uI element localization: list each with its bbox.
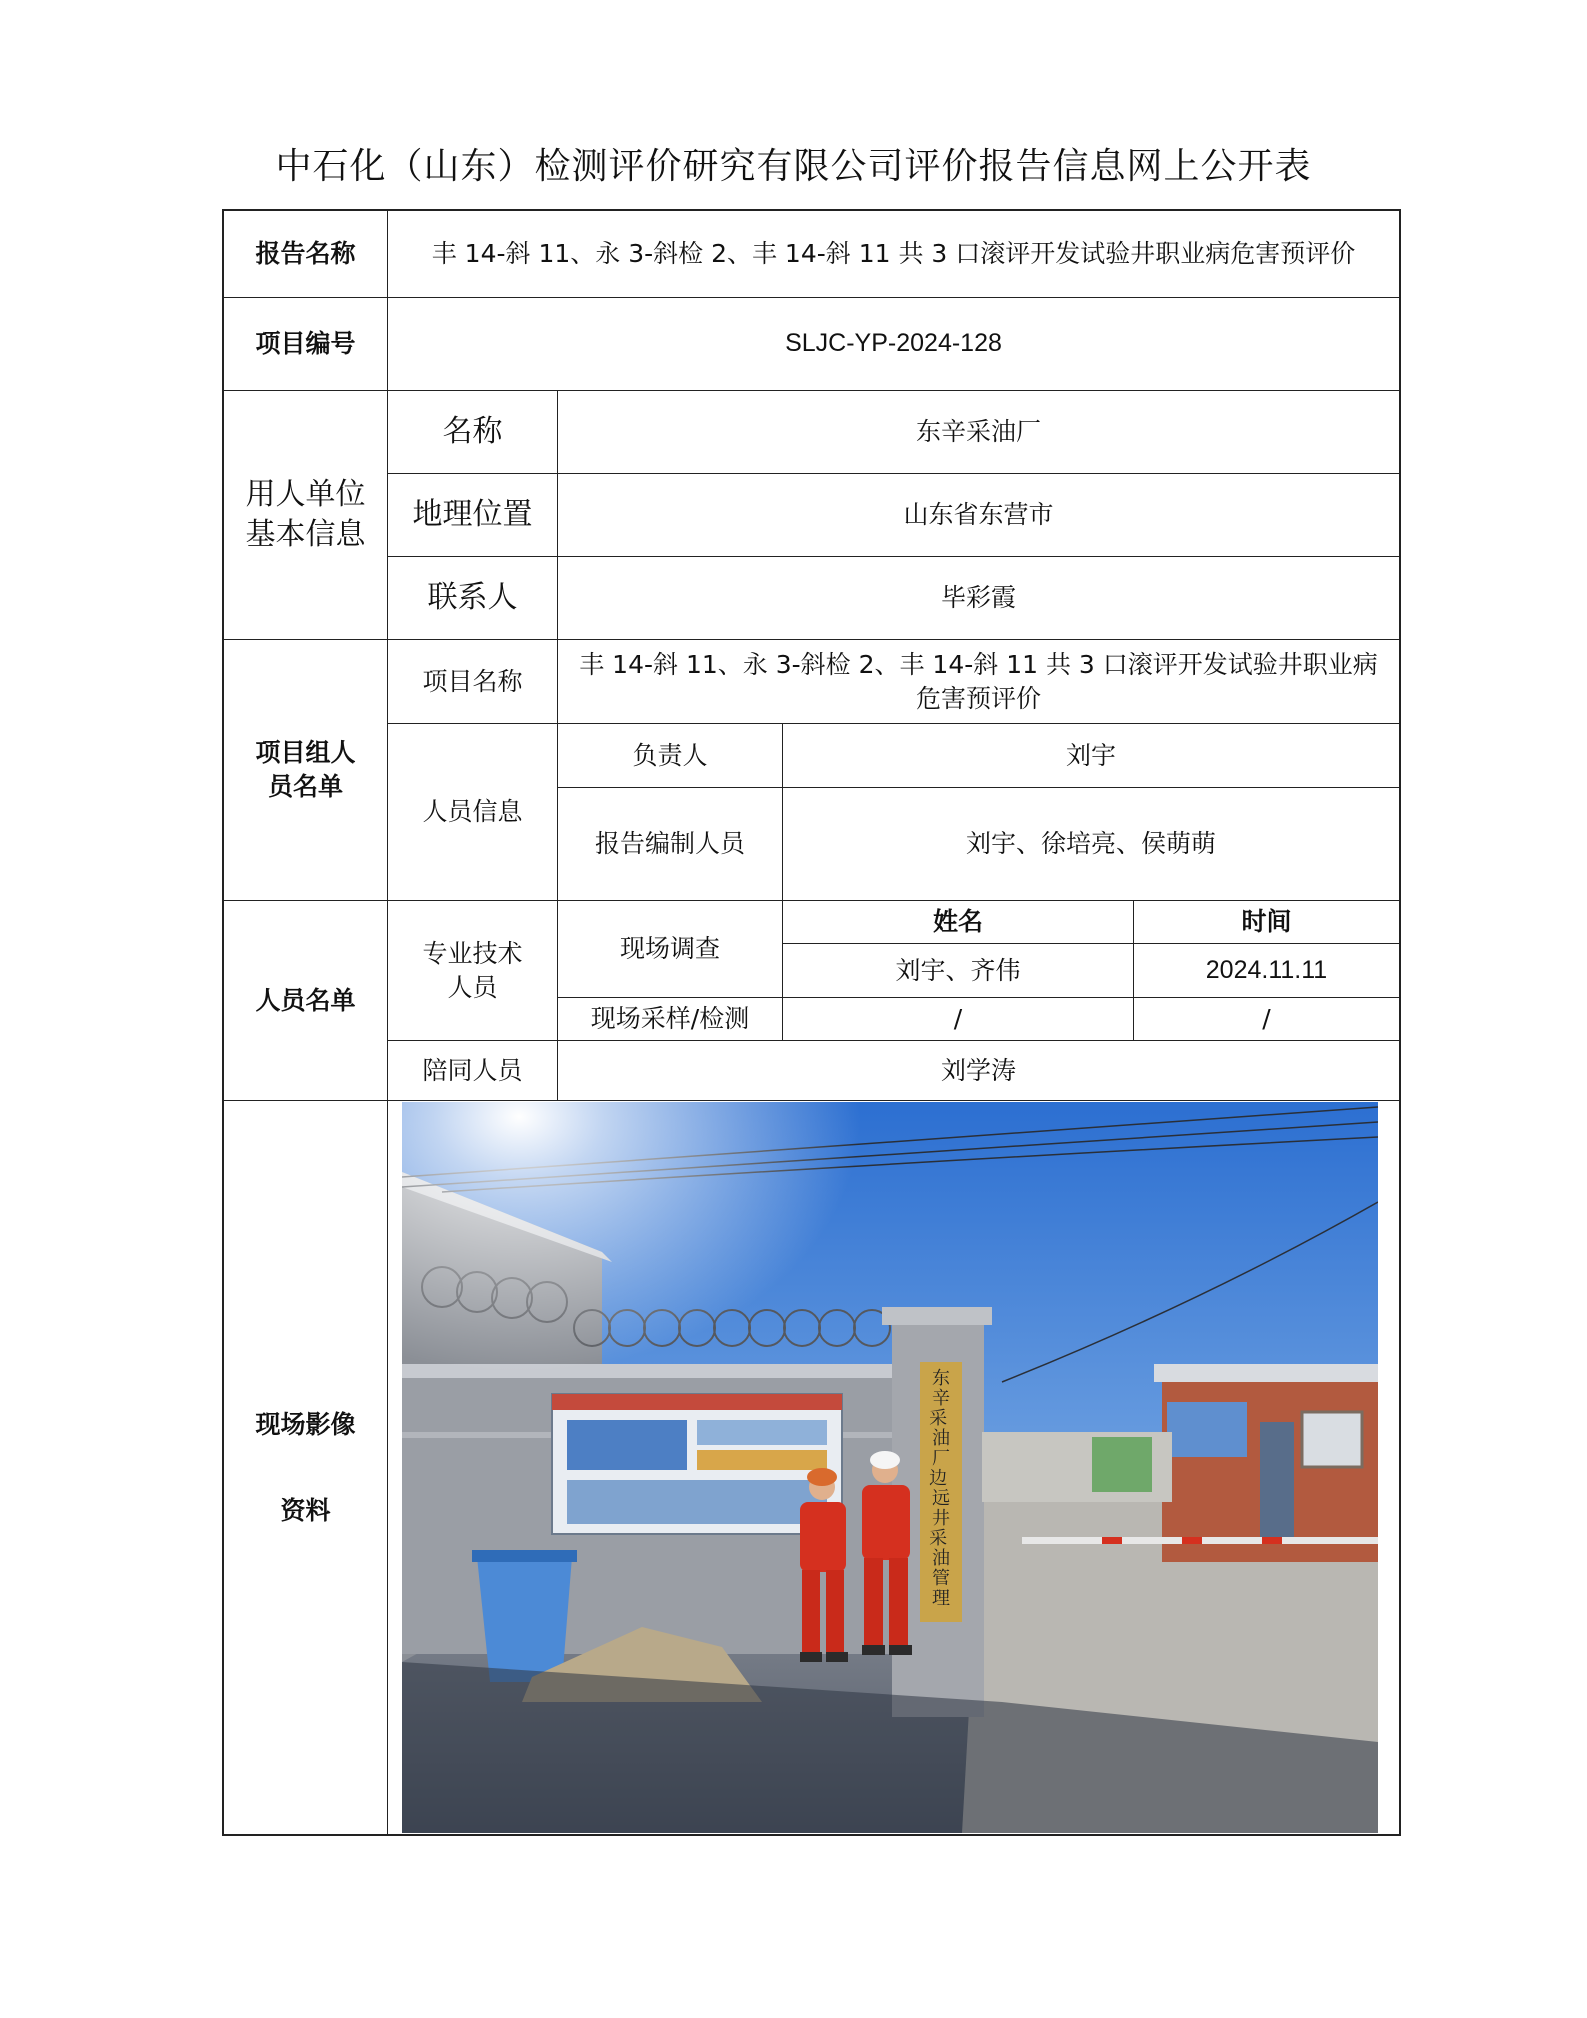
leader-label: 负责人 [632,740,708,770]
sampling-time: / [1262,1004,1271,1034]
report-name-value: 丰 14-斜 11、永 3-斜检 2、丰 14-斜 11 共 3 口滚评开发试验井职业病危害预评价 [431,239,1356,269]
survey-label: 现场调查 [619,934,720,964]
location-label: 地理位置 [412,496,533,532]
photo-label-line-2: 资料 [280,1495,331,1525]
col-name-header: 姓名 [932,907,983,937]
survey-names: 刘宇、齐伟 [895,955,1021,985]
team-section-label: 项目组人员名单 [255,738,356,801]
editors-label: 报告编制人员 [594,829,745,859]
contact-label: 联系人 [427,579,518,615]
col-time-header: 时间 [1241,907,1292,937]
report-name-label: 报告名称 [255,239,356,269]
sampling-label: 现场采样/检测 [590,1004,750,1034]
leader-value: 刘宇 [1065,740,1116,770]
project-number-value: SLJC-YP-2024-128 [785,329,1002,358]
tech-staff-label: 专业技术人员 [422,938,523,1002]
photo-section-label [224,1101,387,1834]
editors-value: 刘宇、徐培亮、侯萌萌 [965,829,1216,859]
employer-name-value: 东辛采油厂 [915,417,1041,447]
staff-info-label: 人员信息 [422,797,523,827]
page-title: 中石化（山东）检测评价研究有限公司评价报告信息网上公开表 [275,146,1312,187]
project-number-label: 项目编号 [255,329,356,359]
employer-section-label: 用人单位基本信息 [245,476,366,552]
survey-time: 2024.11.11 [1205,955,1328,984]
team-project-name-label: 项目名称 [422,666,523,696]
photo-label-line-1: 现场影像 [255,1409,356,1439]
location-value: 山东省东营市 [903,500,1054,530]
site-photo [402,1102,1378,1833]
accompany-label: 陪同人员 [422,1055,523,1085]
employer-name-label: 名称 [442,413,503,449]
accompany-value: 刘学涛 [940,1055,1016,1085]
contact-value: 毕彩霞 [940,583,1016,613]
team-project-name-value: 丰 14-斜 11、永 3-斜检 2、丰 14-斜 11 共 3 口滚评开发试验井职业病危害预评价 [579,649,1378,713]
sampling-names: / [953,1004,963,1034]
personnel-section-label: 人员名单 [255,985,356,1015]
